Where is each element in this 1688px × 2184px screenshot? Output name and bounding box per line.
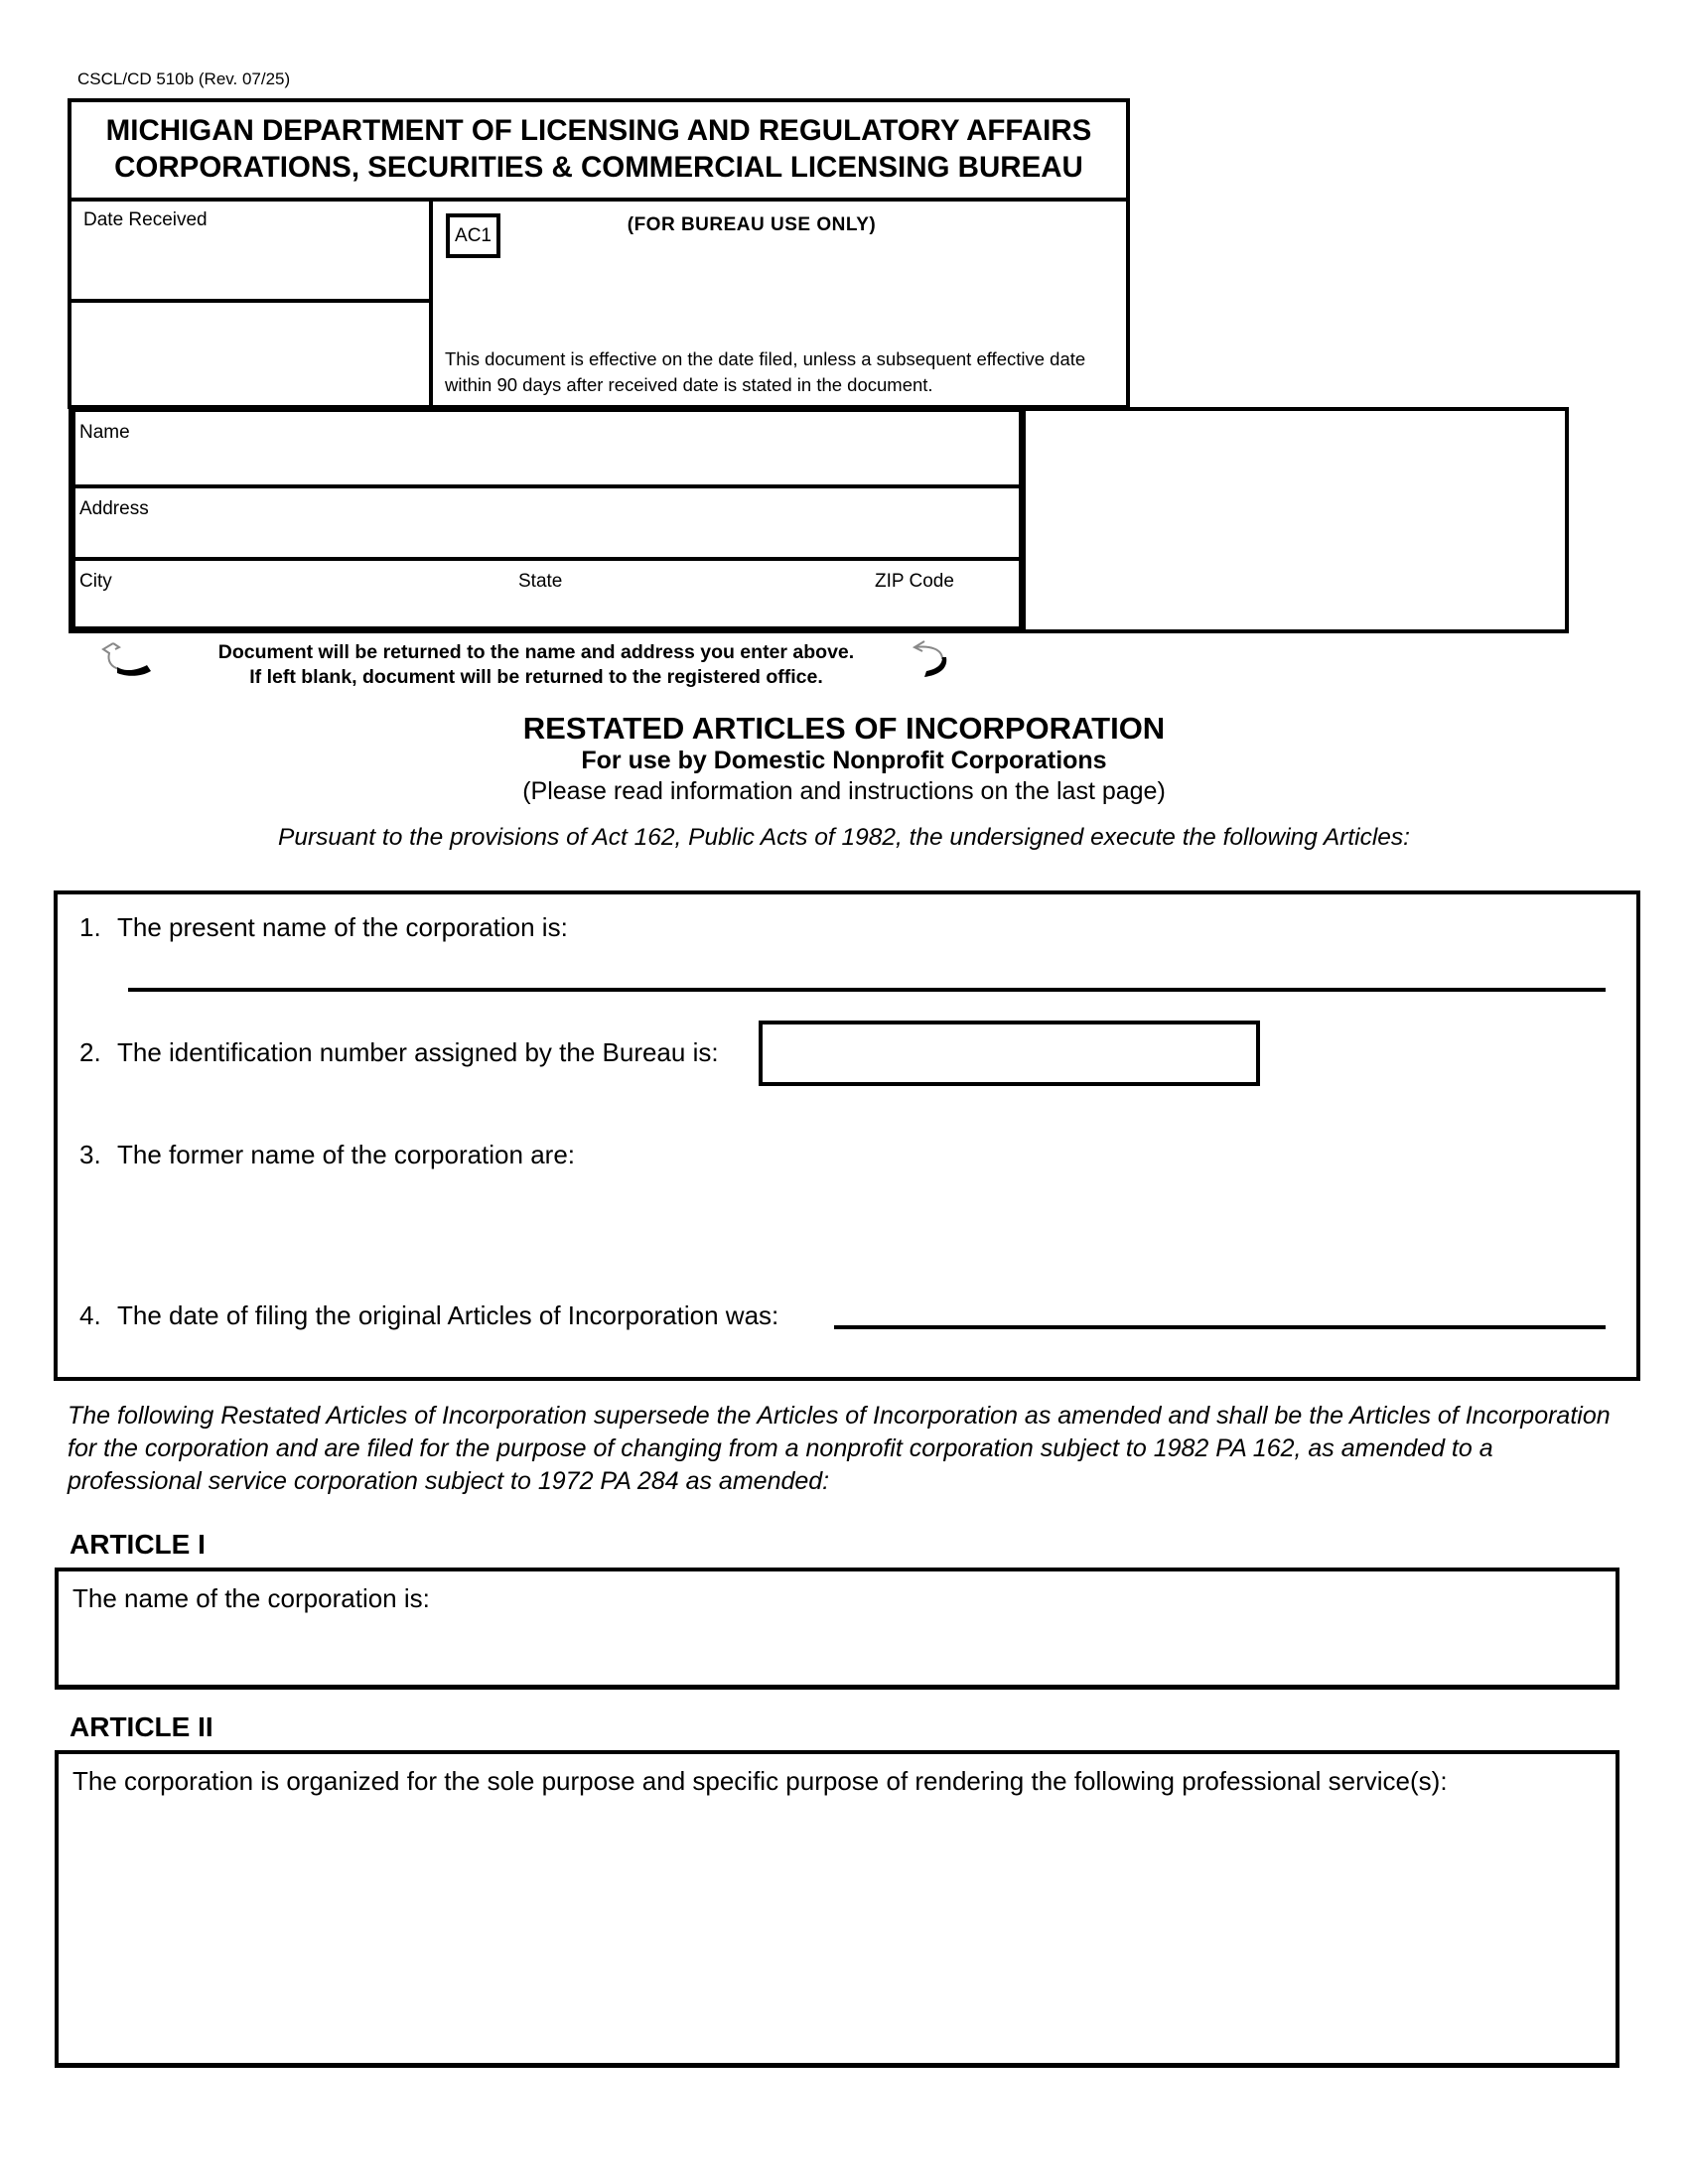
zip-label[interactable]: ZIP Code (875, 571, 954, 592)
article-1-text: The name of the corporation is: (72, 1583, 430, 1613)
item-4 (79, 1300, 778, 1331)
item-2 (79, 1037, 719, 1068)
return-arrow-left-icon (99, 635, 159, 680)
article-2-text: The corporation is organized for the sole purpose and specific purpose of rendering the following professional service(s): (72, 1766, 1448, 1796)
item-label: The former name of the corporation are: (117, 1140, 576, 1169)
ac-code: AC1 (455, 224, 492, 246)
document-title: RESTATED ARTICLES OF INCORPORATION (522, 711, 1166, 746)
item-label: The identification number assigned by the Bureau is: (117, 1037, 719, 1067)
effective-note: This document is effective on the date filed, unless a subsequent effective date within 90 days after received date is stated in the document. (445, 348, 1086, 395)
agency-title-line1: MICHIGAN DEPARTMENT OF LICENSING AND REGULATORY AFFAIRS (105, 114, 1092, 147)
item-number: 2. (79, 1037, 101, 1067)
agency-title-line2: CORPORATIONS, SECURITIES & COMMERCIAL LICENSING BUREAU (114, 151, 1083, 184)
pursuant-statement: Pursuant to the provisions of Act 162, Public Acts of 1982, the undersigned execute the following Articles: (278, 824, 1410, 851)
article-1-box[interactable] (55, 1568, 1619, 1690)
return-note (159, 640, 914, 690)
bureau-use-label: (FOR BUREAU USE ONLY) (627, 214, 877, 235)
item-3 (79, 1140, 575, 1170)
return-arrow-right-icon (909, 635, 953, 680)
article-2-heading: ARTICLE II (70, 1711, 213, 1742)
item-number: 4. (79, 1300, 101, 1330)
return-address-box (69, 407, 1026, 633)
name-field[interactable] (75, 412, 1019, 484)
present-name-input-line[interactable] (128, 988, 1606, 992)
address-field[interactable] (75, 484, 1019, 561)
article-1-heading: ARTICLE I (70, 1529, 206, 1560)
city-state-zip-row (75, 557, 1019, 630)
article-2-box[interactable] (55, 1750, 1619, 2068)
item-1 (79, 912, 568, 943)
item-number: 1. (79, 912, 101, 942)
item-number: 3. (79, 1140, 101, 1169)
form-id: CSCL/CD 510b (Rev. 07/25) (77, 69, 291, 88)
return-note-line1: Document will be returned to the name and address you enter above. (217, 641, 855, 663)
document-subtitle: For use by Domestic Nonprofit Corporations (581, 747, 1107, 774)
date-received-label: Date Received (83, 209, 208, 230)
document-instructions: (Please read information and instructions on the last page) (522, 777, 1166, 805)
filing-date-input-line[interactable] (834, 1325, 1606, 1329)
ac-code-box (446, 213, 500, 258)
return-note-line2: If left blank, document will be returned to the registered office. (249, 666, 823, 688)
date-received-divider (71, 299, 431, 303)
items-box (54, 890, 1640, 1381)
item-label: The present name of the corporation is: (117, 912, 568, 942)
state-label[interactable]: State (518, 571, 563, 592)
identification-number-input[interactable] (759, 1021, 1260, 1086)
city-label[interactable]: City (79, 571, 112, 592)
item-label: The date of filing the original Articles of Incorporation was: (117, 1300, 779, 1330)
name-label: Name (79, 422, 130, 443)
filer-info-box (1019, 407, 1569, 633)
header-box (68, 98, 1130, 409)
header-divider (71, 198, 1126, 202)
agency-title (71, 112, 1126, 186)
address-label: Address (79, 498, 149, 519)
supersede-statement: The following Restated Articles of Incorporation supersede the Articles of Incorporation as amended and shall be the Articles of Incorporation for the corporation and are filed for the purpose of changing from a nonprofit corporation subject to 1982 PA 162, as amended to a professional service corporation subject to 1972 PA 284 as amended: (68, 1402, 1611, 1495)
